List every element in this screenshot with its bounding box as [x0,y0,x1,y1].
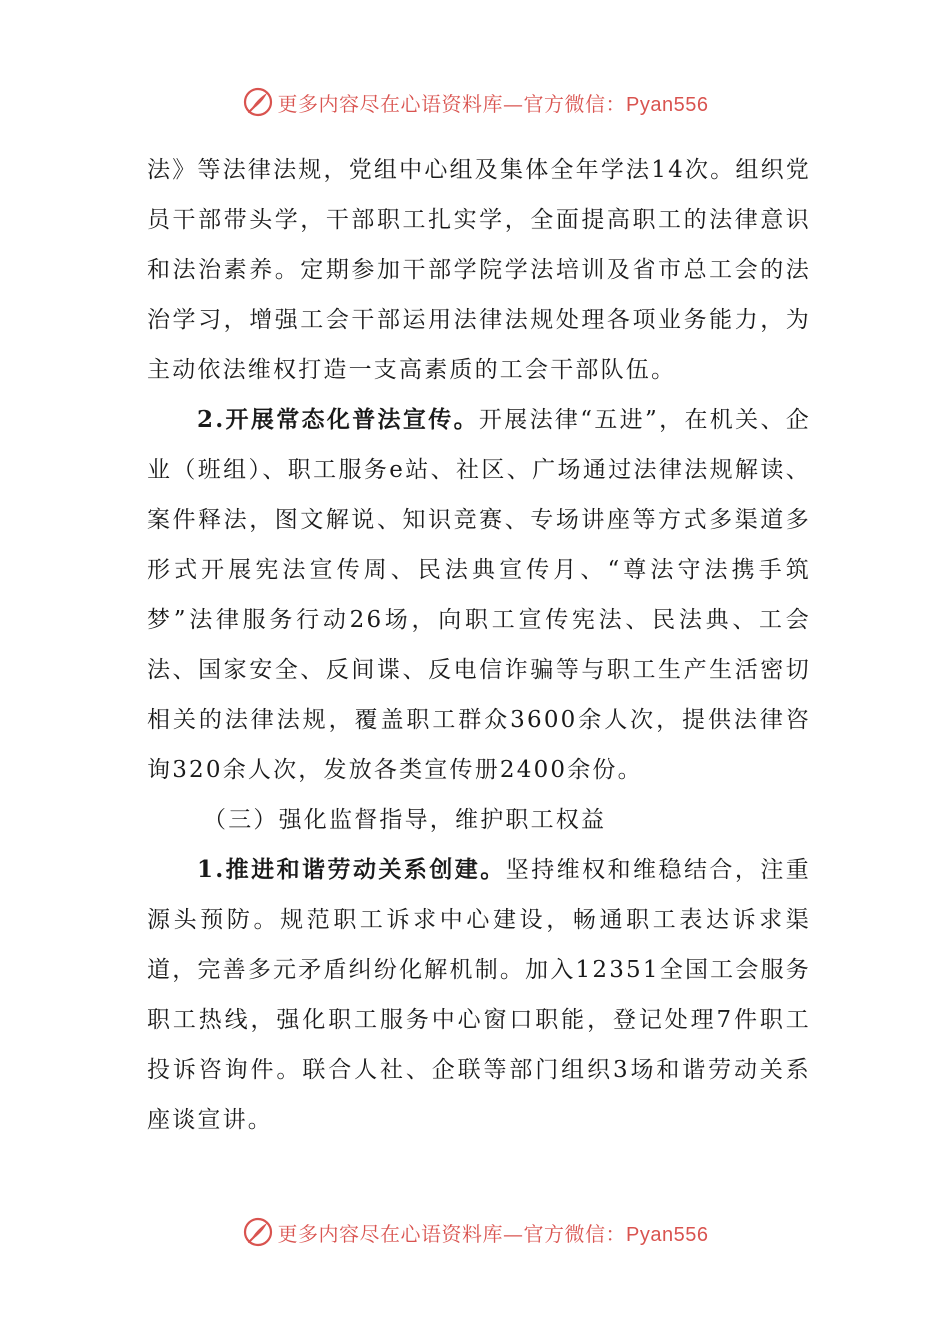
paragraph-3 [147,845,811,1145]
banner-wechat-id: Pyan556 [626,93,709,116]
banner-dash: — [503,91,524,116]
header-banner [0,82,950,122]
footer-banner [0,1212,950,1252]
quill-logo-icon [242,86,274,118]
banner-dash: — [503,1221,524,1246]
paragraph-2-text: 开展法律“五进”，在机关、企业（班组）、职工服务e站、社区、广场通过法律法规解读、案件释法，图文解说、知识竞赛、专场讲座等方式多渠道多形式开展宪法宣传周、民法典宣传月、“尊法守法携手筑梦”法律服务行动26场，向职工宣传宪法、民法典、工会法、国家安全、反间谍、反电信诈骗等与职工生产生活密切相关的法律法规，覆盖职工群众3600余人次，提供法律咨询320余人次，发放各类宣传册2400余份。 [147,407,811,783]
banner-label: 官方微信： [523,91,627,116]
banner-brand: 更多内容尽在心语资料库 [277,91,504,116]
paragraph-1: 法》等法律法规，党组中心组及集体全年学法14次。组织党员干部带头学，干部职工扎实学，全面提高职工的法律意识和法治素养。定期参加干部学院学法培训及省市总工会的法治学习，增强工会干部运用法律法规处理各项业务能力，为主动依法维权打造一支高素质的工会干部队伍。 [147,157,811,383]
paragraph-2-lead: 2.开展常态化普法宣传。 [197,406,479,433]
document-body [147,145,811,1145]
banner-wechat-id: Pyan556 [626,1223,709,1246]
banner-text [278,88,709,117]
section-heading-3: （三）强化监督指导，维护职工权益 [203,807,607,833]
paragraph-2 [147,395,811,795]
banner-brand: 更多内容尽在心语资料库 [277,1221,504,1246]
quill-logo-icon [242,1216,274,1248]
banner-label: 官方微信： [523,1221,627,1246]
banner-text [278,1218,709,1247]
paragraph-3-lead: 1.推进和谐劳动关系创建。 [197,856,506,883]
paragraph-3-text: 坚持维权和维稳结合，注重源头预防。规范职工诉求中心建设，畅通职工表达诉求渠道，完善多元矛盾纠纷化解机制。加入12351全国工会服务职工热线，强化职工服务中心窗口职能，登记处理7件职工投诉咨询件。联合人社、企联等部门组织3场和谐劳动关系座谈宣讲。 [147,857,811,1133]
